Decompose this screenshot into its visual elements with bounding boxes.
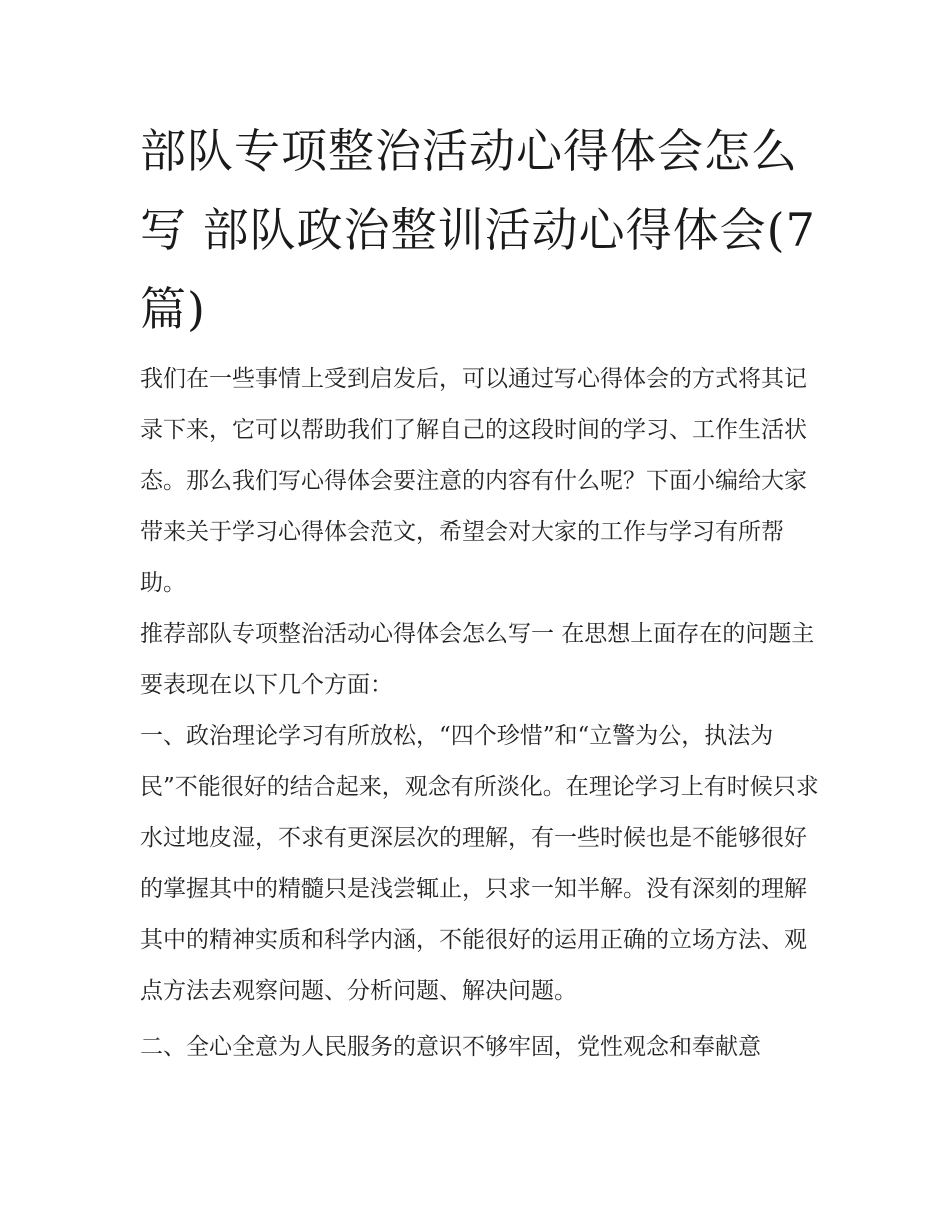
point-one-paragraph: 一、政治理论学习有所放松，“四个珍惜”和“立警为公，执法为民”不能很好的结合起来，观念有所淡化。在理论学习上有时候只求水过地皮湿，不求有更深层次的理解，有一些时候也是不能够很好的掌握其中的精髓只是浅尝辄止，只求一知半解。没有深刻的理解其中的精神实质和科学内涵，不能很好的运用正确的立场方法、观点方法去观察问题、分析问题、解决问题。	[140, 723, 819, 1004]
document-body	[140, 354, 820, 1073]
intro-paragraph: 我们在一些事情上受到启发后，可以通过写心得体会的方式将其记录下来，它可以帮助我们了解自己的这段时间的学习、工作生活状态。那么我们写心得体会要注意的内容有什么呢？下面小编给大家带来关于学习心得体会范文，希望会对大家的工作与学习有所帮助。	[140, 366, 807, 596]
document-title: 部队专项整治活动心得体会怎么写 部队政治整训活动心得体会(7篇)	[140, 124, 816, 336]
recommend-paragraph: 推荐部队专项整治活动心得体会怎么写一 在思想上面存在的问题主要表现在以下几个方面：	[140, 621, 815, 698]
point-two-paragraph: 二、全心全意为人民服务的意识不够牢固，党性观念和奉献意	[140, 1034, 761, 1060]
